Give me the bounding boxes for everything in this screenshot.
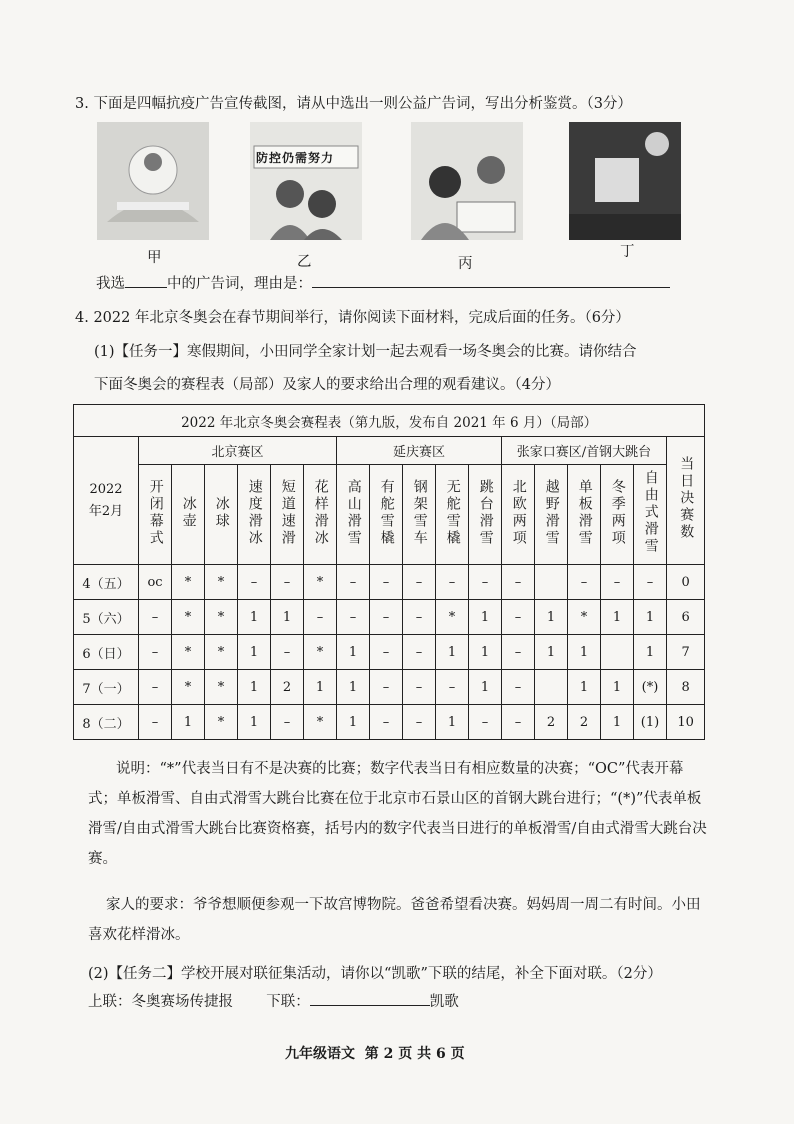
schedule-cell: 1: [337, 670, 370, 705]
schedule-cell: –: [337, 565, 370, 600]
answer-mid: 中的广告词，理由是：: [167, 276, 312, 292]
schedule-cell: –: [370, 635, 403, 670]
schedule-cell: –: [139, 705, 172, 740]
schedule-cell: –: [568, 565, 601, 600]
caption-bing: 丙: [458, 256, 473, 272]
schedule-cell: 1: [634, 600, 667, 635]
schedule-cell: 1: [601, 705, 634, 740]
schedule-cell: *: [172, 565, 205, 600]
row-date: 6（日）: [74, 635, 139, 670]
schedule-cell: 1: [337, 705, 370, 740]
ad-image-jia: [97, 122, 209, 240]
schedule-cell: 1: [568, 635, 601, 670]
schedule-cell: –: [304, 600, 337, 635]
schedule-cell: 1: [535, 600, 568, 635]
date-header: 2022年2月: [74, 437, 139, 565]
schedule-cell: 1: [337, 635, 370, 670]
schedule-cell: (*): [634, 670, 667, 705]
ad-banner-text: 防控仍需努力: [256, 151, 335, 165]
schedule-cell: –: [403, 565, 436, 600]
schedule-cell: –: [403, 705, 436, 740]
schedule-cell: 1: [238, 635, 271, 670]
event-header-10: 跳台滑雪: [469, 465, 502, 565]
schedule-cell: –: [370, 670, 403, 705]
row-finals: 6: [667, 600, 705, 635]
table-row: [74, 600, 705, 635]
row-finals: 10: [667, 705, 705, 740]
task2-prompt: (2)【任务二】学校开展对联征集活动，请你以“凯歌”下联的结尾，补全下面对联。（2分）: [88, 966, 662, 982]
schedule-cell: –: [238, 565, 271, 600]
event-header-14: 冬季两项: [601, 465, 634, 565]
finals-header: 当日决赛数: [667, 437, 705, 565]
task1-line1: (1)【任务一】寒假期间，小田同学全家计划一起去观看一场冬奥会的比赛。请你结合: [94, 344, 637, 360]
couplet-line: [88, 990, 459, 1011]
schedule-cell: *: [205, 705, 238, 740]
ad-illustration-icon: [569, 122, 681, 240]
event-header-5: 花样滑冰: [304, 465, 337, 565]
schedule-cell: *: [304, 705, 337, 740]
schedule-cell: –: [403, 600, 436, 635]
table-row: [74, 670, 705, 705]
schedule-cell: *: [205, 670, 238, 705]
row-date: 4（五）: [74, 565, 139, 600]
schedule-cell: –: [271, 635, 304, 670]
schedule-cell: *: [568, 600, 601, 635]
event-header-7: 有舵雪橇: [370, 465, 403, 565]
ad-image-yi: [250, 122, 362, 240]
row-date: 7（一）: [74, 670, 139, 705]
table-row: [74, 635, 705, 670]
schedule-cell: –: [502, 705, 535, 740]
couplet-upper: 上联：冬奥赛场传捷报: [88, 994, 233, 1010]
schedule-cell: *: [172, 635, 205, 670]
schedule-cell: [535, 670, 568, 705]
schedule-cell: 1: [238, 600, 271, 635]
schedule-cell: *: [205, 565, 238, 600]
schedule-cell: –: [337, 600, 370, 635]
q3-answer-line: [96, 272, 670, 293]
ad-illustration-icon: [250, 122, 362, 240]
schedule-cell: –: [139, 670, 172, 705]
schedule-cell: 1: [304, 670, 337, 705]
event-header-6: 高山滑雪: [337, 465, 370, 565]
schedule-cell: 1: [469, 600, 502, 635]
schedule-cell: 1: [172, 705, 205, 740]
event-header-13: 单板滑雪: [568, 465, 601, 565]
schedule-cell: –: [469, 705, 502, 740]
row-finals: 0: [667, 565, 705, 600]
schedule-cell: –: [403, 635, 436, 670]
zone-zhangjiakou: 张家口赛区/首钢大跳台: [502, 437, 667, 465]
schedule-cell: –: [502, 670, 535, 705]
task1-line2: 下面冬奥会的赛程表（局部）及家人的要求给出合理的观看建议。（4分）: [94, 377, 560, 393]
row-finals: 8: [667, 670, 705, 705]
couplet-lower-label: 下联：: [266, 994, 310, 1010]
answer-prefix: 我选: [96, 276, 125, 292]
caption-ding: 丁: [620, 244, 635, 260]
event-header-1: 冰壶: [172, 465, 205, 565]
schedule-cell: 2: [535, 705, 568, 740]
schedule-cell: 1: [568, 670, 601, 705]
schedule-cell: –: [370, 600, 403, 635]
schedule-cell: –: [436, 565, 469, 600]
schedule-cell: [601, 635, 634, 670]
caption-jia: 甲: [147, 250, 162, 266]
q3-prompt: 3. 下面是四幅抗疫广告宣传截图，请从中选出一则公益广告词，写出分析鉴赏。（3分）: [75, 96, 632, 112]
schedule-cell: –: [634, 565, 667, 600]
schedule-cell: –: [370, 705, 403, 740]
schedule-cell: 1: [436, 705, 469, 740]
row-finals: 7: [667, 635, 705, 670]
schedule-cell: oc: [139, 565, 172, 600]
schedule-cell: 1: [601, 600, 634, 635]
schedule-cell: *: [205, 635, 238, 670]
schedule-cell: –: [469, 565, 502, 600]
schedule-cell: 2: [271, 670, 304, 705]
ad-illustration-icon: [411, 122, 523, 240]
schedule-cell: –: [601, 565, 634, 600]
schedule-cell: *: [172, 670, 205, 705]
schedule-cell: 1: [601, 670, 634, 705]
schedule-cell: –: [139, 635, 172, 670]
schedule-cell: –: [139, 600, 172, 635]
event-header-3: 速度滑冰: [238, 465, 271, 565]
schedule-cell: 1: [436, 635, 469, 670]
schedule-cell: *: [436, 600, 469, 635]
ad-image-ding: [569, 122, 681, 240]
row-date: 5（六）: [74, 600, 139, 635]
couplet-lower-blank[interactable]: [310, 991, 430, 1006]
schedule-cell: 1: [634, 635, 667, 670]
schedule-cell: *: [304, 635, 337, 670]
schedule-cell: 1: [238, 705, 271, 740]
event-header-8: 钢架雪车: [403, 465, 436, 565]
zone-yanqing: 延庆赛区: [337, 437, 502, 465]
schedule-cell: 1: [469, 635, 502, 670]
event-header-0: 开闭幕式: [139, 465, 172, 565]
choice-blank[interactable]: [125, 273, 167, 288]
schedule-cell: –: [436, 670, 469, 705]
schedule-cell: 1: [535, 635, 568, 670]
ad-image-bing: [411, 122, 523, 240]
table-row: [74, 705, 705, 740]
schedule-cell: 1: [271, 600, 304, 635]
row-date: 8（二）: [74, 705, 139, 740]
zone-beijing: 北京赛区: [139, 437, 337, 465]
schedule-cell: –: [271, 705, 304, 740]
schedule-cell: –: [271, 565, 304, 600]
event-header-4: 短道速滑: [271, 465, 304, 565]
event-header-2: 冰球: [205, 465, 238, 565]
family-requirements: 家人的要求：爷爷想顺便参观一下故宫博物院。爸爸希望看决赛。妈妈周一周二有时间。小田喜欢花样滑冰。: [88, 897, 701, 943]
caption-yi: 乙: [297, 254, 312, 270]
event-header-12: 越野滑雪: [535, 465, 568, 565]
event-header-15: 自由式滑雪: [634, 465, 667, 565]
table-note: 说明：“*”代表当日有不是决赛的比赛；数字代表当日有相应数量的决赛；“OC”代表开幕式；单板滑雪、自由式滑雪大跳台比赛在位于北京市石景山区的首钢大跳台进行；“(*)”代表单板滑雪/自由式滑雪大跳台比赛资格赛，括号内的数字代表当日进行的单板滑雪/自由式滑雪大跳台决赛。: [88, 761, 707, 867]
schedule-cell: *: [205, 600, 238, 635]
schedule-cell: –: [502, 635, 535, 670]
schedule-table: [73, 404, 705, 740]
schedule-cell: 1: [238, 670, 271, 705]
table-row: [74, 565, 705, 600]
q4-prompt: 4. 2022 年北京冬奥会在春节期间举行，请你阅读下面材料，完成后面的任务。（6分）: [75, 310, 630, 326]
schedule-cell: –: [370, 565, 403, 600]
schedule-cell: 1: [469, 670, 502, 705]
event-header-9: 无舵雪橇: [436, 465, 469, 565]
reason-blank[interactable]: [312, 273, 670, 288]
couplet-end: 凯歌: [429, 994, 459, 1010]
table-title: 2022 年北京冬奥会赛程表（第九版，发布自 2021 年 6 月）（局部）: [74, 405, 705, 437]
schedule-cell: 2: [568, 705, 601, 740]
schedule-cell: –: [403, 670, 436, 705]
ad-illustration-icon: [97, 122, 209, 240]
schedule-cell: *: [172, 600, 205, 635]
schedule-cell: –: [502, 565, 535, 600]
schedule-cell: *: [304, 565, 337, 600]
page-footer: 九年级语文 第 2 页 共 6 页: [285, 1046, 465, 1062]
event-header-11: 北欧两项: [502, 465, 535, 565]
schedule-cell: [535, 565, 568, 600]
schedule-cell: (1): [634, 705, 667, 740]
schedule-cell: –: [502, 600, 535, 635]
